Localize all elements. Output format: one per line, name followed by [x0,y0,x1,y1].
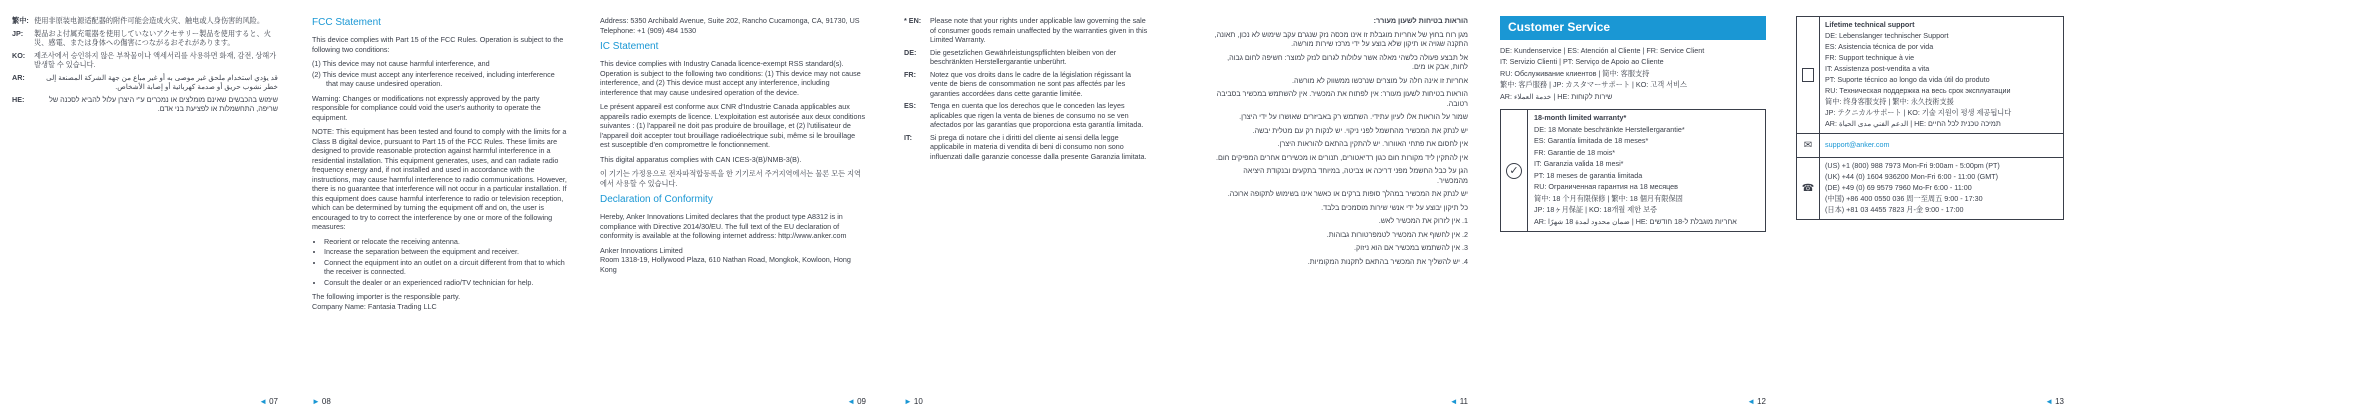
he-paragraph: שמור על הוראות אלו לעיון עתידי. השתמש רק באביזרים שאושרו על ידי היצרן. [1239,112,1468,121]
note-text: Notez que vos droits dans le cadre de la législation régissant la vente de biens de consommation ne sont pas affectés par les garanties accordées dans cette garantie limitée. [930,69,1131,98]
note-text: 제조사에서 승인하지 않은 부착물이나 액세서리를 사용하면 화재, 감전, 상해가 발생할 수 있습니다. [34,50,277,69]
he-paragraph: מגן רוח בחוץ של אחריות מוגבלת זו אינו מכסה נזק שנגרם עקב שימוש לא נכון, תאונה, התקנה שגויה או תיקון שלא בוצע על ידי מרכז שירות מורשה. [1214,29,1468,48]
lifetime-line: 简中: 终身客服支持 | 繁中: 永久技術支援 [1825,97,1954,106]
he-paragraph: יש לנתק את המכשיר במהלך סופות ברקים או כאשר אינו בשימוש לתקופה ארוכה. [1227,189,1468,198]
warranty-line: PT: 18 meses de garantia limitada [1534,170,1643,180]
warranty-line: JP: 18ヶ月保証 | KO: 18개월 제한 보증 [1534,205,1658,215]
page-number: ◄ 11 [1449,397,1468,407]
cs-line: AR: خدمة العملاء | HE: שירות לקוחות [1500,91,1613,101]
measure-item: • Connect the equipment into an outlet on a circuit different from that to which the receiver is connected. [324,258,568,277]
ic-class: This digital apparatus complies with CAN ICES-3(B)/NMB-3(B). [600,154,802,164]
phone-icon: ☎ [1797,158,1820,219]
note-row-ar [12,73,278,92]
fcc-title: FCC Statement [312,17,381,28]
note-text: Die gesetzlichen Gewährleistungspflichten bleiben von der beschränkten Herstellergarantie unberührt. [930,47,1117,66]
support-box [1796,16,2064,220]
anker-name: Anker Innovations Limited [600,245,683,255]
measure-item: • Reorient or relocate the receiving antenna. [324,237,568,247]
note-lang: DE: [904,47,917,57]
triangle-icon: ◄ [2045,397,2054,407]
page-08 [300,0,580,420]
note-text: 使用非原装电源适配器的附件可能会造成火灾、触电或人身伤害的风险。 [34,16,265,25]
page-07 [0,0,290,420]
note-row [12,51,278,70]
note-text: 製品およ付属充電器を使用していないアクセサリー製品を使用すると、火災、感電、または身体への傷害につながるおそれがあります。 [34,28,271,47]
he-paragraph: 3. אין להשתמש במכשיר אם הוא ניזוק. [1353,243,1468,252]
note-row [12,29,278,48]
note-lang-ar: :AR [12,72,25,82]
page-13 [1784,0,2076,420]
note-text: Si prega di notare che i diritti del cliente ai sensi della legge applicabile in materia di vendita di beni di consumo non sono influenzati dalle garanzie concesse dalla presente Garanzia limitata. [930,132,1147,161]
lifetime-line: ES: Asistencia técnica de por vida [1825,42,1934,51]
cs-line: DE: Kundenservice | ES: Atención al Cliente | FR: Service Client [1500,45,1705,55]
phone-line: (US) +1 (800) 988 7973 Mon-Fri 9:00am - 5:00pm (PT) [1825,161,2000,170]
warranty-note [904,70,1150,99]
he-paragraph: 1. אין לזרוק את המכשיר לאש. [1378,216,1468,225]
customer-service-list [1500,46,1766,102]
customer-service-banner: Customer Service [1500,16,1766,40]
triangle-icon: ◄ [259,397,268,407]
warranty-line: DE: 18 Monate beschränkte Herstellergarantie* [1534,124,1685,134]
fcc-intro: This device complies with Part 15 of the FCC Rules. Operation is subject to the following two conditions: [312,35,564,54]
ic-title: IC Statement [600,41,659,52]
page-12 [1488,0,1778,420]
he-paragraph: הוראות בטיחות לשעון מעורר: אין לפתוח את המכשיר. אין להשתמש במכשיר בסביבה רטובה. [1216,89,1468,108]
note-lang: KO: [12,50,26,60]
warranty-note [904,101,1150,130]
note-lang: 繁中: [12,16,29,25]
he-paragraph: יש לנתק את המכשיר מהחשמל לפני ניקוי. יש לנקות רק עם מטלית יבשה. [1252,125,1468,135]
doc-title: Declaration of Conformity [600,194,713,206]
note-lang: ES: [904,101,916,110]
ic-text: This device complies with Industry Canada licence-exempt RSS standard(s). Operation is subject to the following two conditions: (1) This device may not cause interference, and (2) This device must accept any interference, including interference that may cause undesired operation of the device. [600,59,861,97]
note-text: Tenga en cuenta que los derechos que le conceden las leyes aplicables que rigen la venta de bienes de consumo no se ven afectados por las garantías que proporciona esta garantía limitada. [930,101,1144,129]
he-paragraph: 2. אין לחשוף את המכשיר לטמפרטורות גבוהות. [1326,229,1468,239]
anker-address: Room 1318-19, Hollywood Plaza, 610 Nathan Road, Mongkok, Kowloon, Hong Kong [600,255,851,274]
note-row [12,16,278,26]
warranty-note [904,16,1150,45]
ic-text-fr: Le présent appareil est conforme aux CNR d'Industrie Canada applicables aux appareils radio exempts de licence. L'exploitation est autorisée aux deux conditions suivantes : (1) l'appareil ne doit pas produire de brouillage, et (2) l'utilisateur de l'appareil doit accepter tout brouillage radioélectrique subi, même si le brouillage est susceptible d'en compromettre le fonctionnement. [600,102,866,150]
phone-text [1820,158,2063,219]
note-text-ar: قد يؤدي استخدام ملحق غير موصى به أو غير مباع من جهة الشركة المصنعة إلى خطر نشوب حريق أو صدمة كهربائية أو إصابة الأشخاص. [46,72,278,91]
page-11 [1200,0,1480,420]
phone-line: (中国) +86 400 0550 036 周一至周五 9:00 - 17:30 [1825,194,1983,203]
warranty-title: 18-month limited warranty* [1534,113,1627,123]
note-text-he: שימוש בהכבשים שאינם מומלצים או נמכרים ע"י היצרן עלול להביא לסכנה של שריפה, התחשמלות או לפציעת בני אדם. [49,94,278,113]
note-lang: FR: [904,69,916,79]
triangle-icon: ◄ [1449,397,1458,407]
importer-text: The following importer is the responsible party. [312,292,461,302]
support-email[interactable]: support@anker.com [1825,140,1890,149]
he-heading: הוראות בטיחות לשעון מעורר: [1373,16,1468,25]
lifetime-line: RU: Техническая поддержка на весь срок эксплуатации [1825,86,2011,95]
warranty-line: IT: Garanzia valida 18 mesi* [1534,159,1624,169]
note-lang: IT: [904,132,912,142]
measure-item: • Increase the separation between the equipment and receiver. [324,247,568,257]
measure-item: • Consult the dealer or an experienced radio/TV technician for help. [324,278,568,288]
page-number: ◄ 09 [847,397,866,407]
fcc-cond1: (1) This device may not cause harmful interference, and [312,59,490,69]
warranty-text [1528,110,1765,231]
address: Address: 5350 Archibald Avenue, Suite 202, Rancho Cucamonga, CA, 91730, US [600,16,860,25]
page-10 [892,0,1162,420]
lifetime-title: Lifetime technical support [1825,20,1915,29]
fcc-measures [312,237,568,288]
company-name: Company Name: Fantasia Trading LLC [312,301,437,311]
warranty-line: FR: Garantie de 18 mois* [1534,147,1616,157]
he-paragraph: כל תיקון יבוצע על ידי אנשי שירות מוסמכים בלבד. [1321,202,1468,212]
lifetime-line: AR: الدعم الفني مدى الحياة | HE: תמיכה טכנית לכל החיים [1825,119,2001,128]
support-icon [1797,17,1820,133]
phone-line: (DE) +49 (0) 69 9579 7960 Mo-Fr 6:00 - 11:00 [1825,183,1972,192]
check-icon: ✓ [1501,110,1528,231]
page-number: ◄ 12 [1747,397,1766,407]
phone-line: (UK) +44 (0) 1604 936200 Mon-Fri 6:00 - 11:00 (GMT) [1825,172,1999,181]
lifetime-support-row [1797,17,2063,134]
warranty-note [904,48,1150,67]
cs-line: RU: Обслуживание клиентов | 简中: 客服支持 [1500,68,1650,78]
lifetime-line: PT: Suporte técnico ao longo da vida útil do produto [1825,75,1990,84]
note-lang: * EN: [904,16,922,25]
he-paragraph: אל תבצע פעולה כלשהי מאלה אשר עלולות לגרום לנזק למוצר: חשיפה לחום גבוה, לחות, אבק או מים. [1227,52,1468,71]
he-paragraph: אין להתקין ליד מקורות חום כגון רדיאטורים, תנורים או מכשירים אחרים המפיקים חום. [1215,152,1468,162]
he-paragraph: 4. יש להשליך את המכשיר בהתאם לתקנות המקומיות. [1307,256,1468,266]
warranty-note [904,133,1150,162]
triangle-right-icon: ► [904,397,912,407]
ic-text-ko: 이 기기는 가정용으로 전자파적합등록을 한 기기로서 주거지역에서는 물론 모든 지역에서 사용할 수 있습니다. [600,169,861,188]
page-number: ► 08 [312,397,331,407]
email-text [1820,134,2063,157]
note-lang-he: :HE [12,94,25,104]
doc-text: Hereby, Anker Innovations Limited declares that the product type A8312 is in compliance with Directive 2014/30/EU. The full text of the EU declaration of conformity is available at the following internet address: http://www.anker.com [600,212,847,241]
phone-row [1797,158,2063,219]
lifetime-line: IT: Assistenza post-vendita a vita [1825,64,1930,73]
email-row [1797,134,2063,158]
note-row-he [12,95,278,114]
triangle-right-icon: ► [312,397,320,407]
page-number: ► 10 [904,397,923,407]
warranty-line: AR: ضمان محدود لمدة 18 شهرًا | HE: אחריות מוגבלת ל-18 חודשים [1534,216,1737,226]
lifetime-line: JP: テクニカルサポート | KO: 기술 지원이 평생 제공됩니다 [1825,108,2012,117]
note-lang: JP: [12,28,24,38]
page-number: ◄ 13 [2045,397,2064,407]
triangle-icon: ◄ [1747,397,1756,407]
telephone: Telephone: +1 (909) 484 1530 [600,25,697,35]
warranty-box [1500,109,1766,232]
fcc-cond2: (2) This device must accept any interference received, including interference that may cause undesired operation. [312,69,555,89]
lifetime-line: DE: Lebenslanger technischer Support [1825,31,1949,40]
he-paragraph: אין לחסום את פתחי האוורור. יש להתקין בהתאם להוראות היצרן. [1277,139,1468,148]
warranty-line: RU: Ограниченная гарантия на 18 месяцев [1534,182,1678,192]
he-paragraph: אחריות זו אינה חלה על מוצרים שנרכשו ממשווק לא מורשה. [1292,75,1468,85]
warranty-line: 简中: 18 个月有限保修 | 繁中: 18 個月有限保固 [1534,193,1683,203]
fcc-warning: Warning: Changes or modifications not expressly approved by the party responsible for compliance could void the user's authority to operate the equipment. [312,93,541,122]
cs-line: IT: Servizio Clienti | PT: Serviço de Apoio ao Cliente [1500,57,1664,67]
triangle-icon: ◄ [847,397,856,407]
mail-icon: ✉ [1797,134,1820,157]
note-text: Please note that your rights under applicable law governing the sale of consumer goods remain unaffected by the warranties given in this Limited Warranty. [930,16,1148,44]
fcc-note: NOTE: This equipment has been tested and found to comply with the limits for a Class B digital device, pursuant to Part 15 of the FCC Rules. These limits are designed to provide reasonable protection against harmful interference in a residential installation. This equipment generates, uses, and can radiate radio frequency energy and, if not installed and used in accordance with the instructions, may cause harmful interference to radio communications. However, there is no guarantee that interference will not occur in a particular installation. If this equipment does cause harmful interference to radio or television reception, which can be determined by turning the equipment off and on, the user is encouraged to try to correct the interference by one or more of the following measures: [312,127,567,232]
lifetime-support-text [1820,17,2063,133]
page-09 [588,0,878,420]
phone-line: (日本) +81 03 4455 7823 月-金 9:00 - 17:00 [1825,205,1964,214]
page-number: ◄ 07 [259,397,278,407]
he-paragraph: הגן על כבל החשמל מפני דריכה או צביטה, במיוחד בתקעים ובנקודת היציאה מהמכשיר. [1243,166,1468,185]
cs-line: 繁中: 客戶服務 | JP: カスタマーサポート | KO: 고객 서비스 [1500,80,1688,90]
warranty-line: ES: Garantía limitada de 18 meses* [1534,136,1649,146]
lifetime-line: FR: Support technique à vie [1825,53,1915,62]
